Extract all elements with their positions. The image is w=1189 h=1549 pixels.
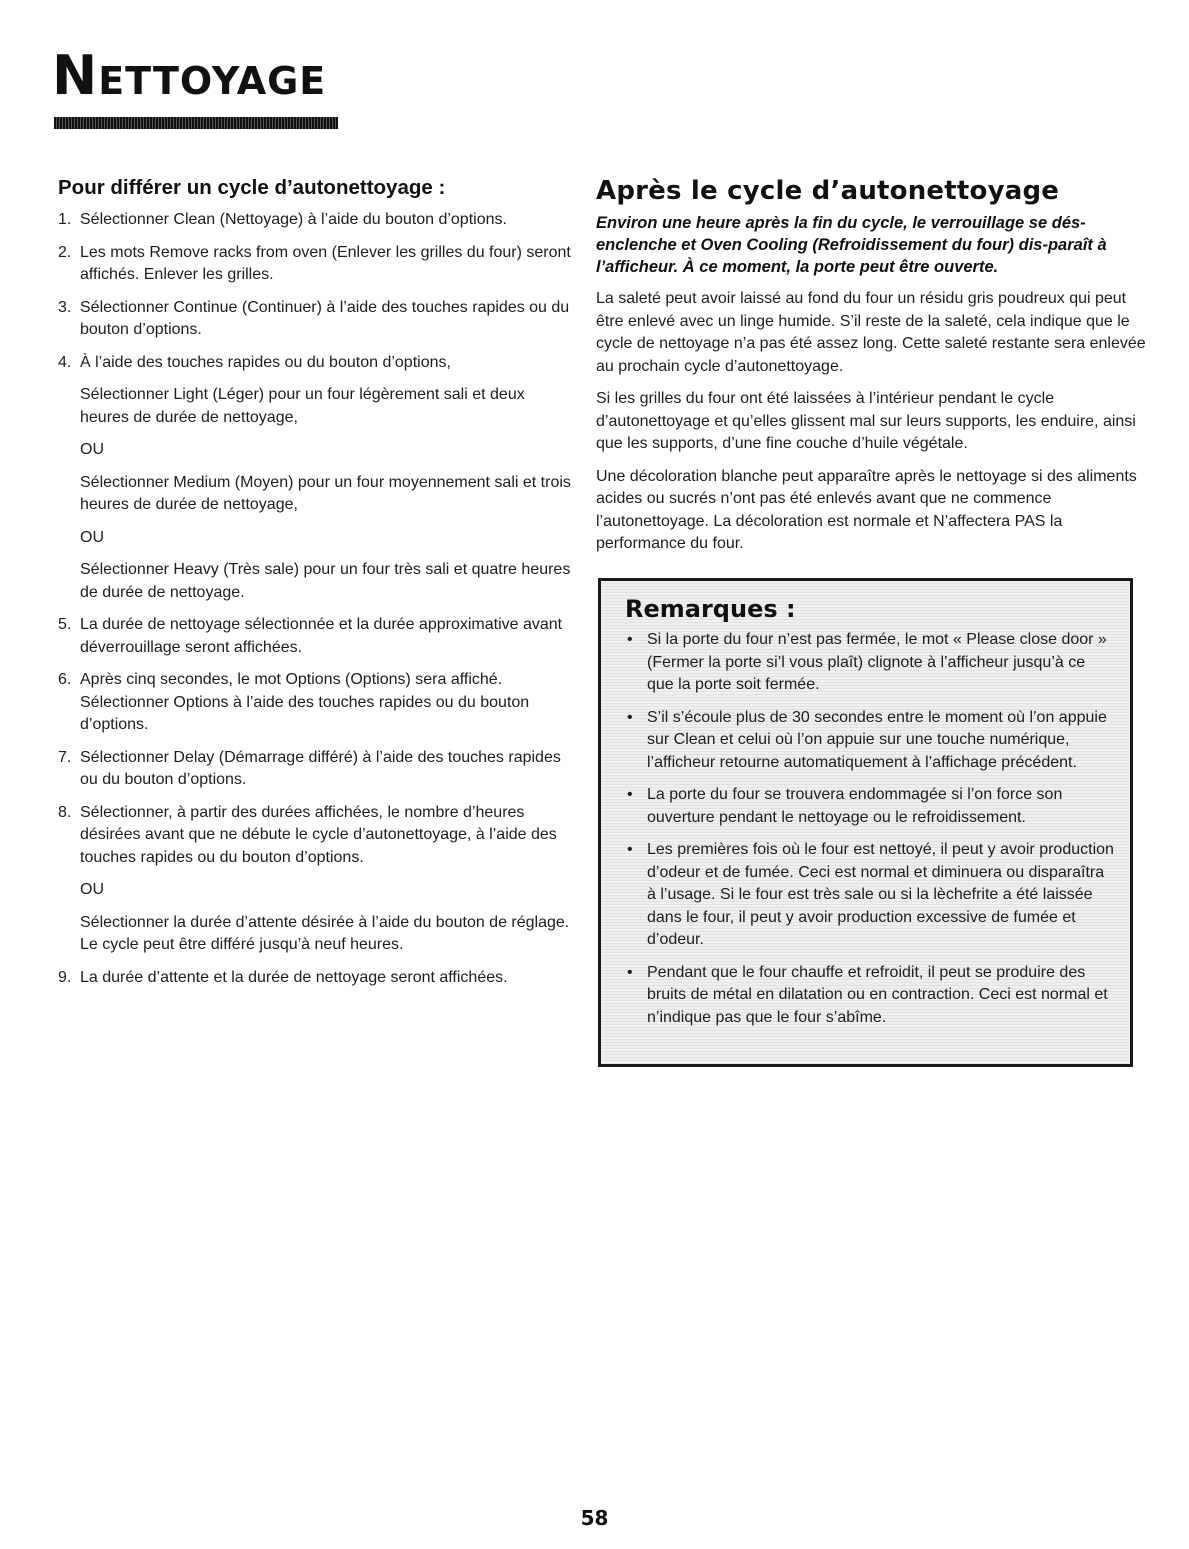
note-text: Si la porte du four n’est pas fermée, le mot « Please close door » (Fermer la porte si’l vous plaît) clignote à l’afficheur jusqu’à ce que la porte soit fermée. bbox=[647, 631, 1107, 693]
title-initial: N bbox=[52, 44, 99, 107]
notes-title: Remarques : bbox=[625, 595, 796, 623]
step-text: Après cinq secondes, le mot Options (Options) sera affiché. Sélectionner Options à l’aide des touches rapides ou du bouton d’options. bbox=[80, 671, 530, 733]
notes-box bbox=[598, 578, 1133, 1067]
step-text: La durée de nettoyage sélectionnée et la durée approximative avant déverrouillage seront affichées. bbox=[80, 616, 563, 656]
after-clean-heading: Après le cycle d’autonettoyage bbox=[596, 176, 1060, 206]
step-text: Sélectionner la durée d’attente désirée à l’aide du bouton de réglage. Le cycle peut être différé jusqu’à neuf heures. bbox=[80, 913, 570, 953]
bullet-icon: • bbox=[627, 841, 633, 858]
step-number: 7. bbox=[58, 748, 72, 766]
step-number: 4. bbox=[58, 353, 72, 371]
bullet-icon: • bbox=[627, 786, 633, 803]
step-number: 5. bbox=[58, 616, 72, 633]
bullet-icon: • bbox=[627, 631, 633, 648]
note-item bbox=[625, 962, 1116, 1030]
step-number: 8. bbox=[58, 803, 72, 821]
step-number: 9. bbox=[58, 968, 72, 986]
step-number: 2. bbox=[58, 243, 72, 261]
after-clean-paragraph: Si les grilles du four ont été laissées à l’intérieur pendant le cycle d’autonettoyage et qu’elles glissent mal sur leurs supports, les enduire, ainsi que les supports, d’une fine couche d’huile végétale. bbox=[596, 390, 1136, 452]
step-item bbox=[58, 209, 576, 232]
step-or-separator: OU bbox=[80, 528, 104, 546]
step-text: Les mots Remove racks from oven (Enlever les grilles du four) seront affichés. Enlever les grilles. bbox=[80, 243, 571, 283]
step-item bbox=[58, 614, 576, 659]
step-text: La durée d’attente et la durée de nettoyage seront affichées. bbox=[80, 968, 508, 986]
note-text: Pendant que le four chauffe et refroidit, il peut se produire des bruits de métal en dilatation ou en contraction. Ceci est normal et n’indique pas que le four s’abîme. bbox=[647, 963, 1108, 1026]
step-item bbox=[58, 669, 576, 737]
after-clean-lead: Environ une heure après la fin du cycle, le verrouillage se dés-enclenche et Oven Cooling (Refroidissement du four) dis-paraît à l’afficheur. À ce moment, la porte peut être ouverte. bbox=[596, 214, 1107, 276]
step-text: Sélectionner Heavy (Très sale) pour un four très sali et quatre heures de durée de nettoyage. bbox=[80, 561, 571, 601]
step-item bbox=[58, 802, 576, 957]
after-clean-paragraph: La saleté peut avoir laissé au fond du four un résidu gris poudreux qui peut être enlevé avec un linge humide. S’il reste de la saleté, cela indique que le cycle de nettoyage n’a pas été assez long. Cette saleté restante sera enlevée au prochain cycle d’autonettoyage. bbox=[596, 290, 1146, 375]
note-text: La porte du four se trouvera endommagée si l’on force son ouverture pendant le nettoyage ou le refroidissement. bbox=[647, 786, 1063, 826]
step-text: Sélectionner Delay (Démarrage différé) à l’aide des touches rapides ou du bouton d’options. bbox=[80, 748, 561, 788]
note-text: S’il s’écoule plus de 30 secondes entre le moment où l’on appuie sur Clean et celui où l’on appuie sur une touche numérique, l’afficheur retourne automatiquement à l’affichage précédent. bbox=[647, 708, 1107, 771]
note-item bbox=[625, 839, 1116, 952]
note-item bbox=[625, 784, 1116, 829]
note-item bbox=[625, 707, 1116, 775]
notes-list bbox=[625, 629, 1116, 1029]
title-rest: ETTOYAGE bbox=[98, 59, 327, 103]
note-text: Les premières fois où le four est nettoyé, il peut y avoir production d’odeur et de fumée. Ceci est normal et diminuera ou disparaîtra à l’usage. Si le four est très sale ou si la lèchefrite a été laissée dans le four, il peut y avoir production excessive de fumée et d’odeur. bbox=[647, 841, 1114, 948]
step-item bbox=[58, 747, 576, 792]
title-underline-bar bbox=[54, 117, 338, 129]
delay-clean-steps bbox=[58, 209, 576, 989]
step-text: Sélectionner Continue (Continuer) à l’aide des touches rapides ou du bouton d’options. bbox=[80, 298, 570, 338]
step-item bbox=[58, 242, 576, 287]
bullet-icon: • bbox=[627, 708, 633, 726]
note-item bbox=[625, 629, 1116, 697]
step-item bbox=[58, 352, 576, 605]
step-number: 3. bbox=[58, 298, 72, 316]
page-title bbox=[52, 44, 326, 107]
step-text: Sélectionner Medium (Moyen) pour un four moyennement sali et trois heures de durée de nettoyage, bbox=[80, 473, 571, 513]
step-number: 6. bbox=[58, 671, 72, 688]
after-clean-paragraph: Une décoloration blanche peut apparaître après le nettoyage si des aliments acides ou sucrés n’ont pas été enlevés avant que ne commence l’autonettoyage. La décoloration est normale et N’affectera PAS la performance du four. bbox=[596, 467, 1137, 552]
bullet-icon: • bbox=[627, 963, 633, 981]
step-number: 1. bbox=[58, 211, 72, 228]
step-text: À l’aide des touches rapides ou du bouton d’options, bbox=[80, 353, 451, 371]
step-text: Sélectionner Light (Léger) pour un four légèrement sali et deux heures de durée de nettoyage, bbox=[80, 386, 525, 426]
step-item bbox=[58, 967, 576, 990]
step-or-separator: OU bbox=[80, 441, 104, 458]
step-or-separator: OU bbox=[80, 881, 104, 898]
step-item bbox=[58, 297, 576, 342]
step-text: Sélectionner Clean (Nettoyage) à l’aide du bouton d’options. bbox=[80, 211, 507, 228]
step-text: Sélectionner, à partir des durées affichées, le nombre d’heures désirées avant que ne débute le cycle d’autonettoyage, à l’aide des touches rapides ou du bouton d’options. bbox=[80, 803, 557, 866]
page-number: 58 bbox=[580, 1506, 609, 1530]
left-column bbox=[58, 176, 576, 999]
right-column bbox=[596, 176, 1148, 566]
delay-clean-heading: Pour différer un cycle d’autonettoyage : bbox=[58, 176, 446, 199]
